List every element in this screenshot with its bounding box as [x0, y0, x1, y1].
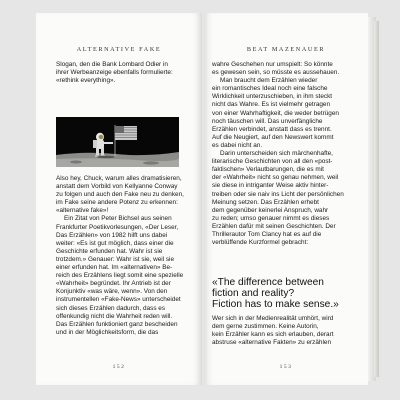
text-line: Das Erzählen funktioniert ganz bescheiden: [56, 320, 178, 328]
text-line: dem gerne zustimmen. Keine Autorin,: [212, 323, 319, 331]
text-line: Slogan, den die Bank Lombard Odier in: [56, 61, 168, 68]
text-line: Erzählen dafür mit seinen Geschichten. Der: [212, 222, 336, 230]
text-line: «alternative fake»!: [56, 207, 109, 215]
text-line: Wirklichkeit unterzuschieben, in ihm steckt: [212, 93, 333, 101]
text-line: zu folgen und auch den Fake neu zu denken,: [56, 191, 184, 199]
text-line: instrumentellen «Fake-News» unterscheidet: [56, 296, 181, 304]
page-number-right: 153: [279, 364, 293, 370]
text-line: treiben oder sie naiv ins Licht der persönlichen: [212, 190, 344, 198]
text-line: der «Wahrheit» nicht so genau nehmen, weil: [212, 174, 339, 182]
text-line: zu reden; umso genauer nimmt es dieses: [212, 214, 330, 222]
pull-quote: [212, 277, 362, 311]
pull-quote-line: fiction and reality?: [212, 288, 295, 300]
text-line: Wer sich in der Medienrealität umhört, wird: [212, 315, 334, 322]
moon-landing-illustration: [56, 117, 179, 167]
text-line: und in der Möglichkeitsform, die das: [56, 328, 159, 336]
text-line: wahre Geschehen nur umspielt: So könnte: [212, 61, 333, 68]
text-line: noch täuschen will. Das unverfängliche: [212, 117, 323, 125]
page-edge: [374, 21, 379, 377]
text-line: im Fake seine andere Potenz zu erkennen:: [56, 199, 178, 207]
page-number-left: 152: [112, 364, 126, 370]
text-line: sich dieses Erzählen dadurch, dass es: [56, 304, 166, 312]
text-line: sie diese in intriganter Weise aktiv hinter-: [212, 182, 329, 190]
text-line: verblüffende Kurzformel gebracht:: [212, 239, 309, 247]
text-line: offenkundig nicht die Wahrheit reden will.: [56, 312, 173, 320]
text-line: ihrer Werbeanzeige ebenfalls formulierte:: [56, 69, 173, 77]
text-line: Das Erzählen» von 1982 hilft uns dabei: [56, 231, 168, 239]
text-line: faktischen» Verlautbarungen, die es mit: [212, 166, 324, 174]
text-line: Geschichte erfunden hat. Wahr ist sie: [56, 247, 163, 255]
pull-quote-line: «The difference between: [212, 277, 324, 288]
text-line: «Wahrheit» begründet. Ihr Antrieb ist der: [56, 280, 171, 288]
text-line: trotzdem.» Genauer: Wahr ist sie, weil sie: [56, 255, 175, 263]
text-line: reich des Erzählens liegt somit eine spezielle: [56, 272, 184, 280]
book-spread: [36, 13, 382, 385]
text-line: Meinung setzen. Das Erzählen erhebt: [212, 198, 319, 206]
after-quote-text: [212, 315, 360, 347]
running-head-left: ALTERNATIVE FAKE: [76, 46, 162, 53]
text-line: dem gegenüber keinerlei Anspruch, wahr: [212, 206, 329, 214]
text-line: Thrillerautor Tom Clancy hat es auf die: [212, 230, 322, 238]
text-line: Darin unterscheiden sich märchenhafte,: [220, 150, 333, 158]
text-line: Ein Zitat von Peter Bichsel aus seinen: [64, 215, 172, 223]
running-head-right: BEAT MAZENAUER: [246, 46, 326, 53]
text-line: nicht das Wahre. Es ist vielmehr getragen: [212, 101, 331, 109]
text-line: weiter: «Es ist gut möglich, dass einer die: [56, 239, 174, 247]
body-text-left: [56, 175, 196, 337]
pull-quote-line: Fiction has to make sense.»: [212, 299, 339, 311]
text-line: es dabei nicht an.: [212, 141, 263, 149]
text-line: Konjunktiv «was wäre, wenn». Von den: [56, 288, 168, 296]
text-line: einer erfunden hat. Im «alternativen» Be-: [56, 264, 173, 272]
left-page: [36, 13, 202, 385]
text-line: anstatt dem Vorbild von Kellyanne Conway: [56, 183, 178, 191]
text-line: es gewesen sein, so müsste es aussehauen.: [212, 69, 340, 77]
text-line: ein romantisches Ideal noch eine falsche: [212, 85, 328, 93]
text-line: Auf die Neugiert, auf den Newswert kommt: [212, 133, 334, 141]
text-line: abstruse «alternative Fakten» zu erzählen: [212, 339, 332, 347]
text-line: Man braucht dem Erzählen wieder: [220, 77, 318, 85]
moon-landing-photo: [56, 117, 179, 167]
text-line: «rethink everything».: [56, 77, 116, 85]
text-line: Erzählen verbindet, anstatt dass es trennt.: [212, 125, 332, 133]
text-line: kein Erzähler kann es sich erlauben, derart: [212, 331, 334, 339]
right-page: [204, 13, 368, 385]
top-text-block: [56, 61, 196, 85]
text-line: Also hey, Chuck, warum alles dramatisieren,: [56, 175, 182, 182]
body-text-right: [212, 61, 360, 247]
text-line: literarische Geschichten von all den «post-: [212, 158, 333, 166]
text-line: Frankfurter Poetikvorlesungen, «Der Leser,: [56, 223, 179, 231]
text-line: von einer Wahrhaftigkeit, die weder betrügen: [212, 109, 339, 117]
